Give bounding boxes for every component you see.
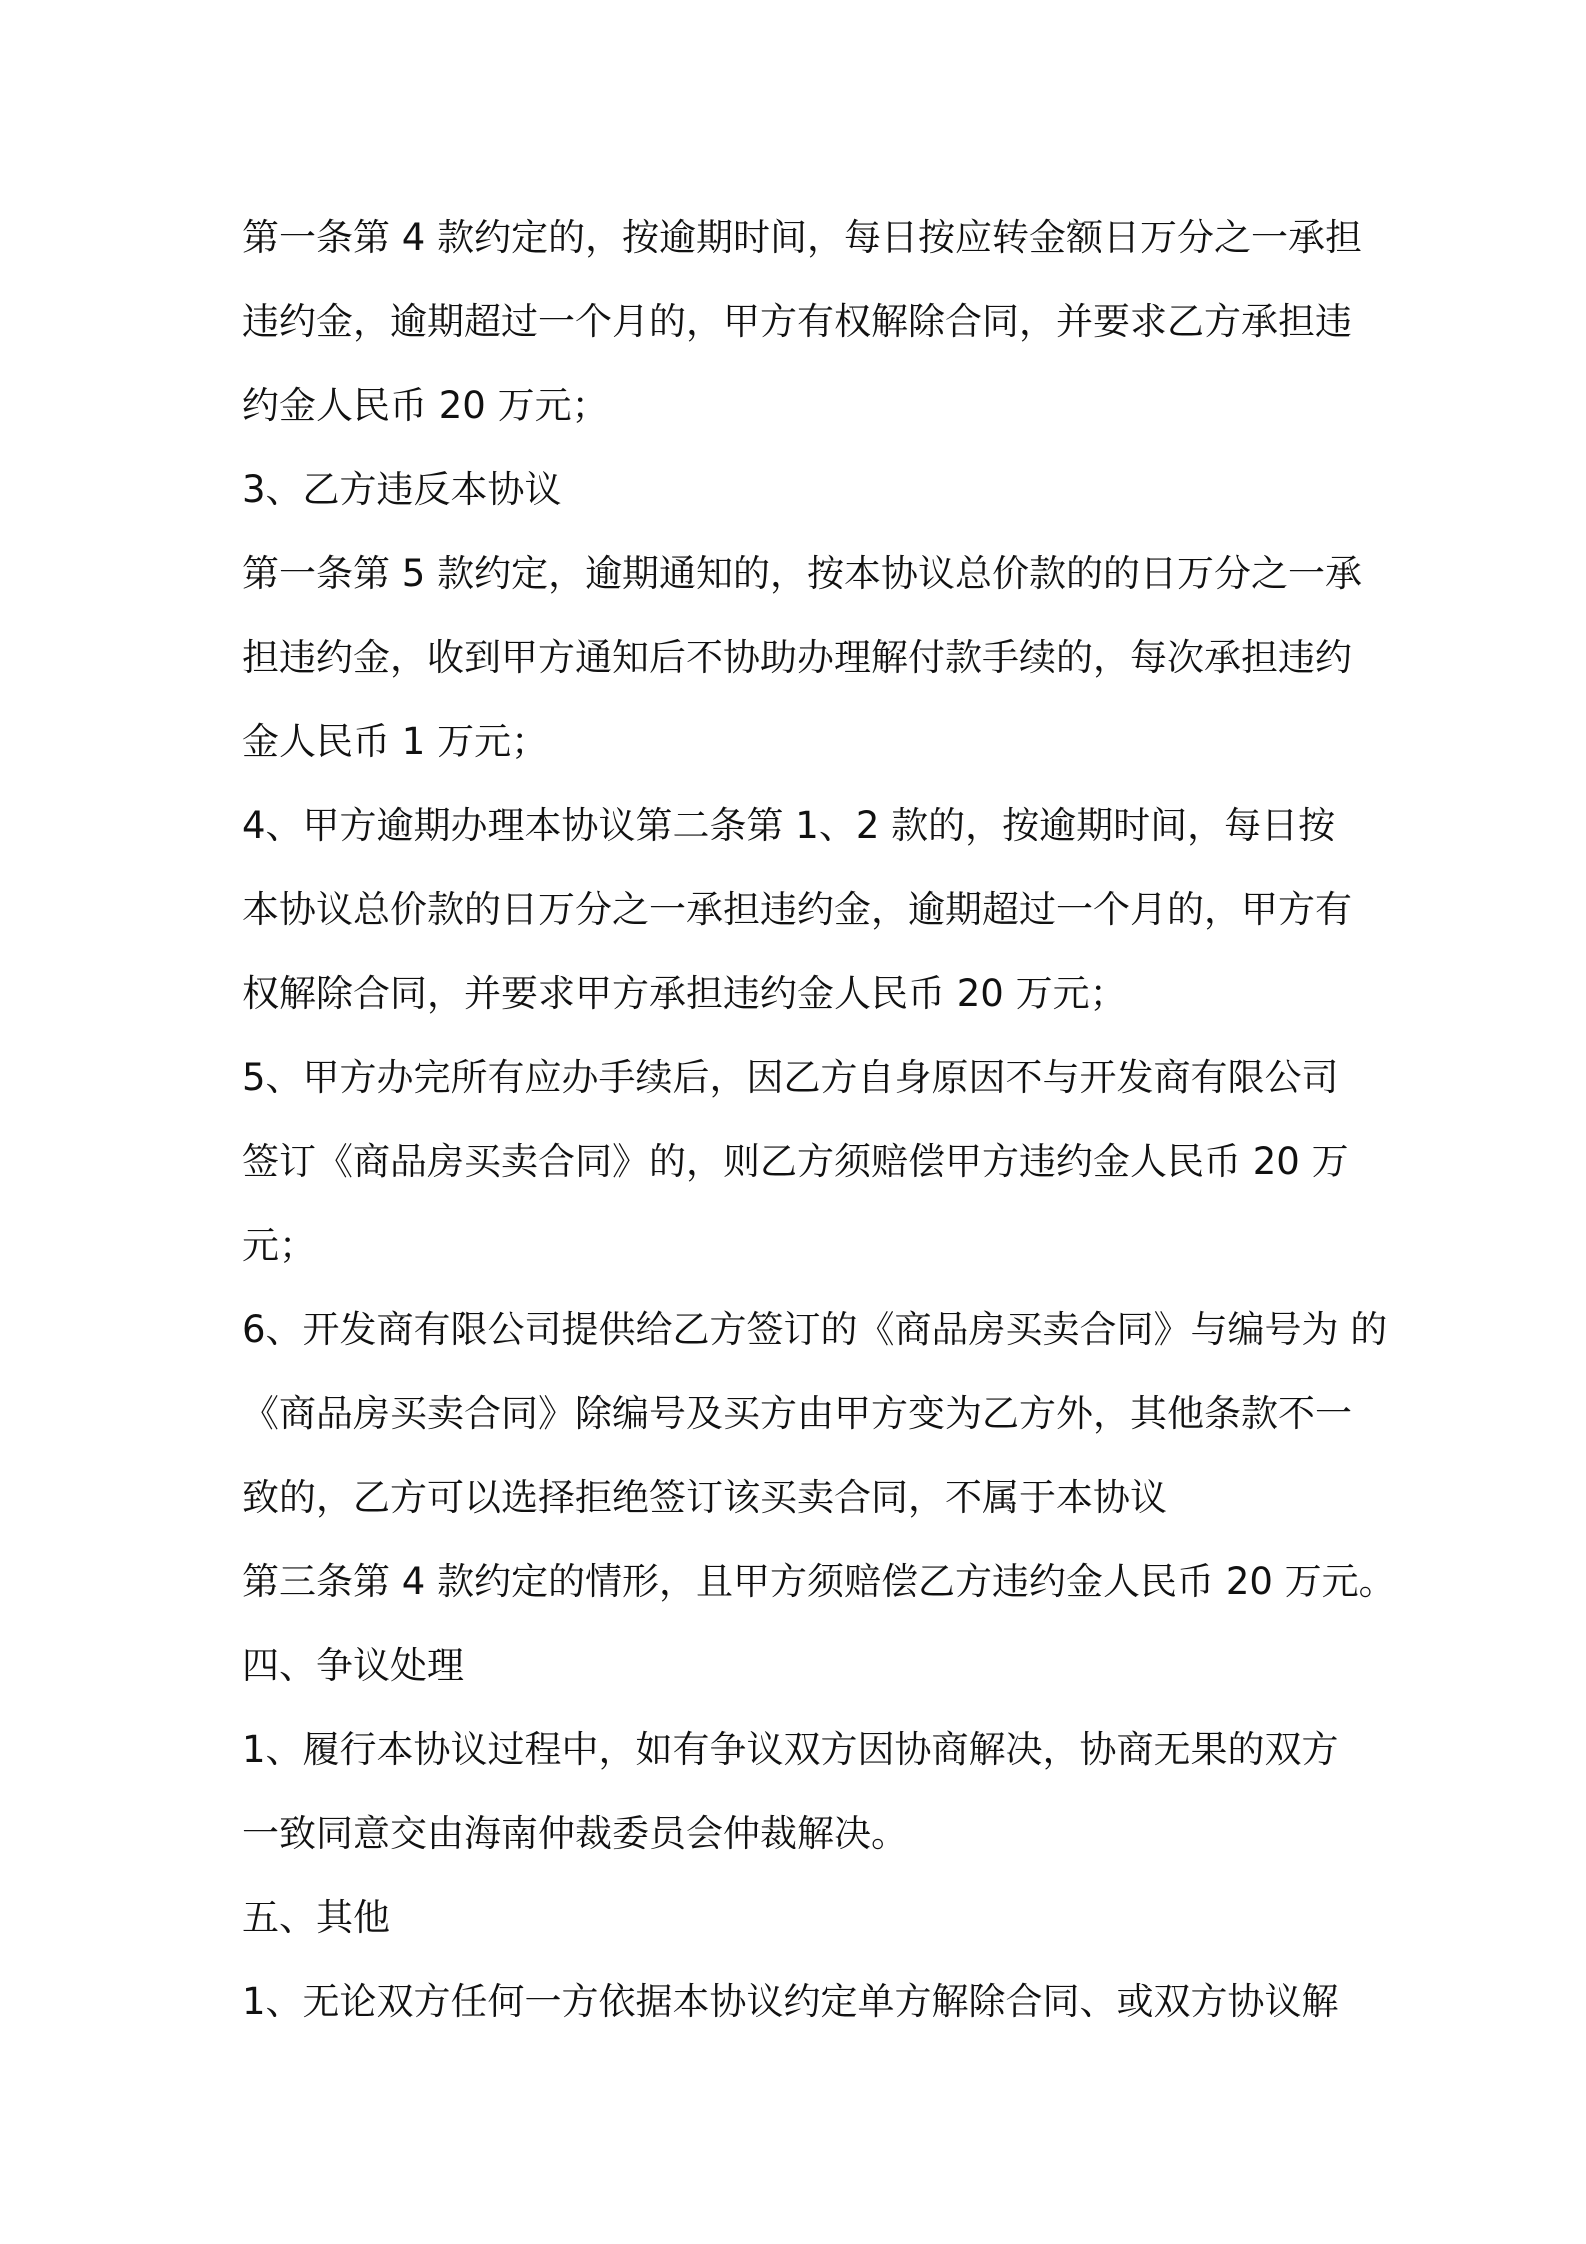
text-line-17: 第三条第 4 款约定的情形，且甲方须赔偿乙方违约金人民币 20 万元。 [242, 1560, 1396, 1603]
text-line-11: 5、甲方办完所有应办手续后，因乙方自身原因不与开发商有限公司 [242, 1056, 1339, 1099]
text-line-9: 本协议总价款的日万分之一承担违约金，逾期超过一个月的，甲方有 [242, 888, 1352, 931]
section-heading-3: 3、乙方违反本协议 [242, 468, 562, 511]
text-line-22: 1、无论双方任何一方依据本协议约定单方解除合同、或双方协议解 [242, 1980, 1339, 2023]
text-line-15: 《商品房买卖合同》除编号及买方由甲方变为乙方外，其他条款不一 [242, 1392, 1352, 1435]
text-line-1: 第一条第 4 款约定的，按逾期时间，每日按应转金额日万分之一承担 [242, 216, 1363, 259]
text-line-5: 第一条第 5 款约定，逾期通知的，按本协议总价款的的日万分之一承 [242, 552, 1363, 595]
text-line-19: 1、履行本协议过程中，如有争议双方因协商解决，协商无果的双方 [242, 1728, 1339, 1771]
text-line-13: 元； [242, 1224, 316, 1267]
document-body [242, 196, 1396, 2044]
text-line-10: 权解除合同，并要求甲方承担违约金人民币 20 万元； [242, 972, 1127, 1015]
text-line-3: 约金人民币 20 万元； [242, 384, 609, 427]
text-line-16: 致的，乙方可以选择拒绝签订该买卖合同，不属于本协议 [242, 1476, 1167, 1519]
text-line-14: 6、开发商有限公司提供给乙方签订的《商品房买卖合同》与编号为 的 [242, 1308, 1388, 1351]
text-line-2: 违约金，逾期超过一个月的，甲方有权解除合同，并要求乙方承担违 [242, 300, 1352, 343]
text-line-12: 签订《商品房买卖合同》的，则乙方须赔偿甲方违约金人民币 20 万 [242, 1140, 1349, 1183]
text-line-20: 一致同意交由海南仲裁委员会仲裁解决。 [242, 1812, 908, 1855]
text-line-6: 担违约金，收到甲方通知后不协助办理解付款手续的，每次承担违约 [242, 636, 1352, 679]
section-heading-other: 五、其他 [242, 1896, 390, 1939]
section-heading-dispute: 四、争议处理 [242, 1644, 464, 1687]
text-line-8: 4、甲方逾期办理本协议第二条第 1、2 款的，按逾期时间，每日按 [242, 804, 1336, 847]
text-line-7: 金人民币 1 万元； [242, 720, 549, 763]
